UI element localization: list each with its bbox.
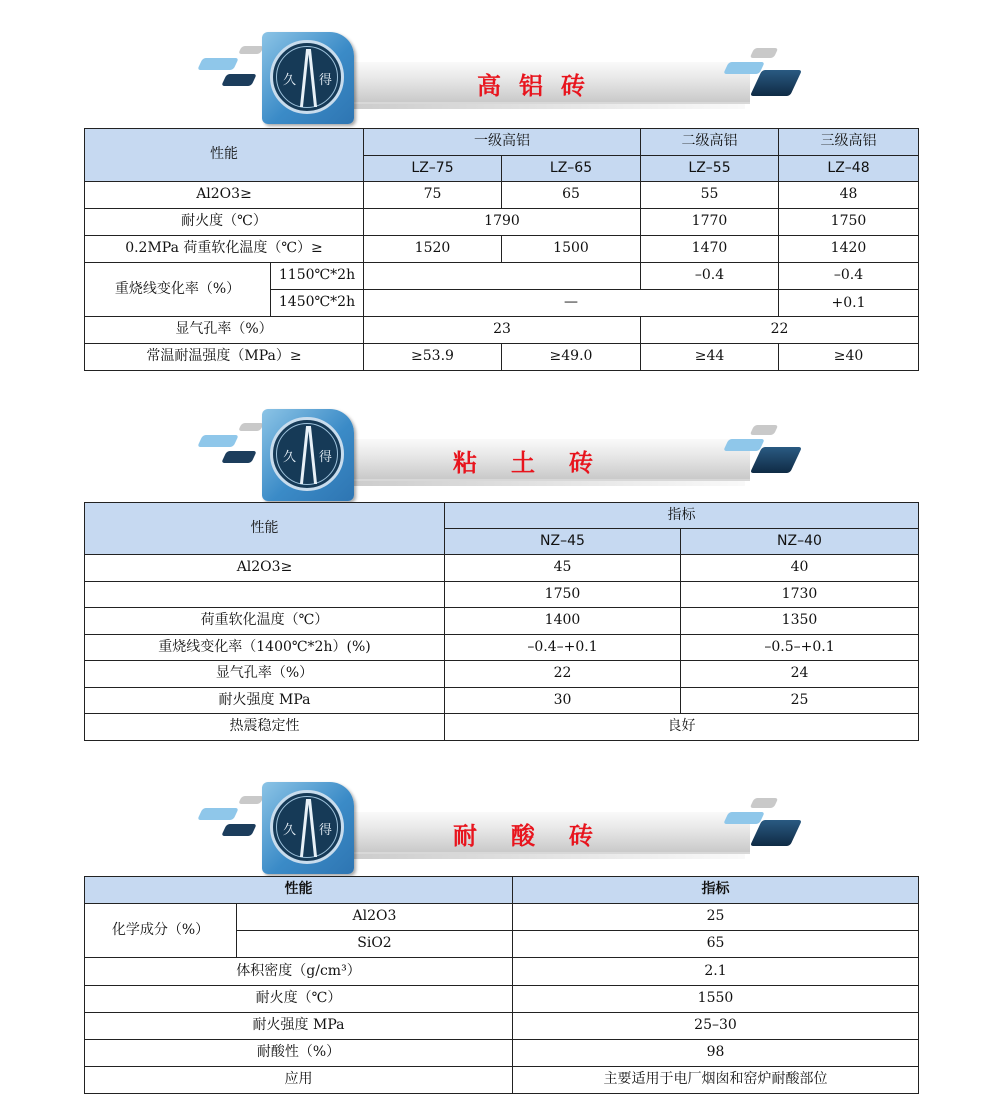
- row-label: 显气孔率（%）: [85, 317, 364, 344]
- cell-value: 1750: [445, 582, 681, 608]
- header-property: 性能: [85, 129, 364, 182]
- cell-value: ≥53.9: [364, 344, 502, 371]
- table-row: [85, 555, 919, 582]
- row-label: Al2O3≥: [85, 555, 445, 582]
- cell-value: 1350: [681, 608, 919, 635]
- header-model: LZ–55: [641, 156, 779, 182]
- header-model: LZ–65: [502, 156, 641, 182]
- row-label: 耐火强度 MPa: [85, 1013, 513, 1040]
- cell-value: –0.4: [779, 263, 919, 290]
- decor-stripe: [750, 70, 802, 96]
- cell-value: 1520: [364, 236, 502, 263]
- logo-char: 得: [319, 73, 333, 88]
- row-label: 0.2MPa 荷重软化温度（℃）≥: [85, 236, 364, 263]
- row-label: 显气孔率（%）: [85, 661, 445, 688]
- row-label: 热震稳定性: [85, 714, 445, 741]
- cell-value: 1770: [641, 209, 779, 236]
- row-label: Al2O3≥: [85, 182, 364, 209]
- cell-value: 1550: [513, 986, 919, 1013]
- cell-value: 65: [502, 182, 641, 209]
- sub-label: 1150℃*2h: [271, 263, 364, 290]
- header-model: NZ–40: [681, 529, 919, 555]
- table-row: [85, 236, 919, 263]
- acid-brick-table: [84, 876, 919, 1094]
- row-label: 荷重软化温度（℃）: [85, 608, 445, 635]
- cell-value: 1400: [445, 608, 681, 635]
- row-label: 耐火度（℃）: [85, 986, 513, 1013]
- header-model: NZ–45: [445, 529, 681, 555]
- decor-stripe: [723, 62, 765, 74]
- cell-value: 40: [681, 555, 919, 582]
- cell-value: ≥44: [641, 344, 779, 371]
- logo-char: 久: [283, 823, 297, 838]
- cell-value-text: +0.1: [831, 295, 866, 311]
- cell-value: 98: [513, 1040, 919, 1067]
- cell-value: ≥49.0: [502, 344, 641, 371]
- logo-icon: [270, 790, 344, 864]
- table-row: [85, 635, 919, 661]
- table-row: [85, 344, 919, 371]
- cell-value: 1790: [364, 209, 641, 236]
- decor-stripe: [197, 435, 239, 447]
- cell-value: 22: [445, 661, 681, 688]
- decor-stripe: [723, 812, 765, 824]
- row-label: 耐酸性（%）: [85, 1040, 513, 1067]
- sub-label: 1450℃*2h: [271, 290, 364, 317]
- table-row: [85, 1067, 919, 1094]
- table-row: [85, 986, 919, 1013]
- header-model: LZ–48: [779, 156, 919, 182]
- header-index: 指标: [445, 503, 919, 529]
- decor-stripe: [750, 447, 802, 473]
- cell-value: 65: [513, 931, 919, 958]
- logo-char: 久: [283, 73, 297, 88]
- cell-value: 1470: [641, 236, 779, 263]
- cell-value: 1420: [779, 236, 919, 263]
- row-label: 重烧线变化率（%）: [85, 263, 271, 317]
- logo-icon: [270, 40, 344, 114]
- cell-value: [779, 290, 919, 317]
- decor-stripe: [197, 808, 239, 820]
- banner-acid-resistant: [0, 778, 1000, 874]
- cell-value: 2.1: [513, 958, 919, 986]
- cell-value: –0.5–+0.1: [681, 635, 919, 661]
- decor-stripe: [197, 58, 239, 70]
- sub-label: Al2O3: [237, 904, 513, 931]
- section-title: 耐酸砖: [453, 821, 627, 850]
- table-row: [85, 608, 919, 635]
- cell-value: 25: [513, 904, 919, 931]
- header-grade-1: 一级高铝: [364, 129, 641, 156]
- logo-char: 得: [319, 823, 333, 838]
- cell-value: 24: [681, 661, 919, 688]
- decor-stripe: [750, 48, 779, 58]
- header-grade-3: 三级高铝: [779, 129, 919, 156]
- cell-value: 23: [364, 317, 641, 344]
- banner-shadow: [335, 104, 745, 109]
- logo-char: 久: [283, 450, 297, 465]
- decor-stripe: [221, 451, 257, 463]
- cell-value: 55: [641, 182, 779, 209]
- cell-dash: —: [364, 290, 779, 317]
- table-row: [85, 904, 919, 931]
- decor-stripe: [221, 74, 257, 86]
- cell-value: 主要适用于电厂烟囱和窑炉耐酸部位: [513, 1067, 919, 1094]
- cell-value: –0.4: [641, 263, 779, 290]
- row-label: 耐火度（℃）: [85, 209, 364, 236]
- row-label: 耐火强度 MPa: [85, 688, 445, 714]
- cell-value: 良好: [445, 714, 919, 741]
- decor-stripe: [221, 824, 257, 836]
- table-row: [85, 263, 919, 290]
- cell-value: –0.4–+0.1: [445, 635, 681, 661]
- row-label: 应用: [85, 1067, 513, 1094]
- decor-stripe: [750, 820, 802, 846]
- decor-stripe: [723, 439, 765, 451]
- decor-stripe: [238, 423, 264, 431]
- cell-value: ≥40: [779, 344, 919, 371]
- logo-char: 得: [319, 450, 333, 465]
- banner-clay: [0, 405, 1000, 501]
- cell-value: 1730: [681, 582, 919, 608]
- row-label: 重烧线变化率（1400℃*2h）(%): [85, 635, 445, 661]
- cell-value: 48: [779, 182, 919, 209]
- table-row: [85, 661, 919, 688]
- banner-high-alumina: [0, 28, 1000, 124]
- table-row: [85, 209, 919, 236]
- clay-brick-table: [84, 502, 919, 741]
- row-label: 体积密度（g/cm³）: [85, 958, 513, 986]
- table-row: [85, 1013, 919, 1040]
- decor-stripe: [750, 798, 779, 808]
- header-property: 性能: [85, 877, 513, 904]
- cell-value: 45: [445, 555, 681, 582]
- sub-label: SiO2: [237, 931, 513, 958]
- row-label: 化学成分（%）: [85, 904, 237, 958]
- row-label: [85, 582, 445, 608]
- cell-value: 30: [445, 688, 681, 714]
- cell-empty: [364, 263, 641, 290]
- header-property: 性能: [85, 503, 445, 555]
- section-title: 高铝砖: [477, 71, 603, 100]
- section-title: 粘土砖: [453, 448, 627, 477]
- table-row: [85, 317, 919, 344]
- table-row: [85, 688, 919, 714]
- table-row: [85, 182, 919, 209]
- table-row: [85, 1040, 919, 1067]
- decor-stripe: [750, 425, 779, 435]
- cell-value: 25–30: [513, 1013, 919, 1040]
- cell-value: 22: [641, 317, 919, 344]
- banner-shadow: [335, 854, 745, 859]
- decor-stripe: [238, 46, 264, 54]
- cell-value: 25: [681, 688, 919, 714]
- high-alumina-table: [84, 128, 919, 371]
- table-row: [85, 582, 919, 608]
- decor-stripe: [238, 796, 264, 804]
- cell-value: 1750: [779, 209, 919, 236]
- table-row: [85, 714, 919, 741]
- cell-value: 1500: [502, 236, 641, 263]
- cell-value: 75: [364, 182, 502, 209]
- logo-icon: [270, 417, 344, 491]
- banner-shadow: [335, 481, 745, 486]
- header-model: LZ–75: [364, 156, 502, 182]
- header-index: 指标: [513, 877, 919, 904]
- table-row: [85, 958, 919, 986]
- row-label: 常温耐温强度（MPa）≥: [85, 344, 364, 371]
- header-grade-2: 二级高铝: [641, 129, 779, 156]
